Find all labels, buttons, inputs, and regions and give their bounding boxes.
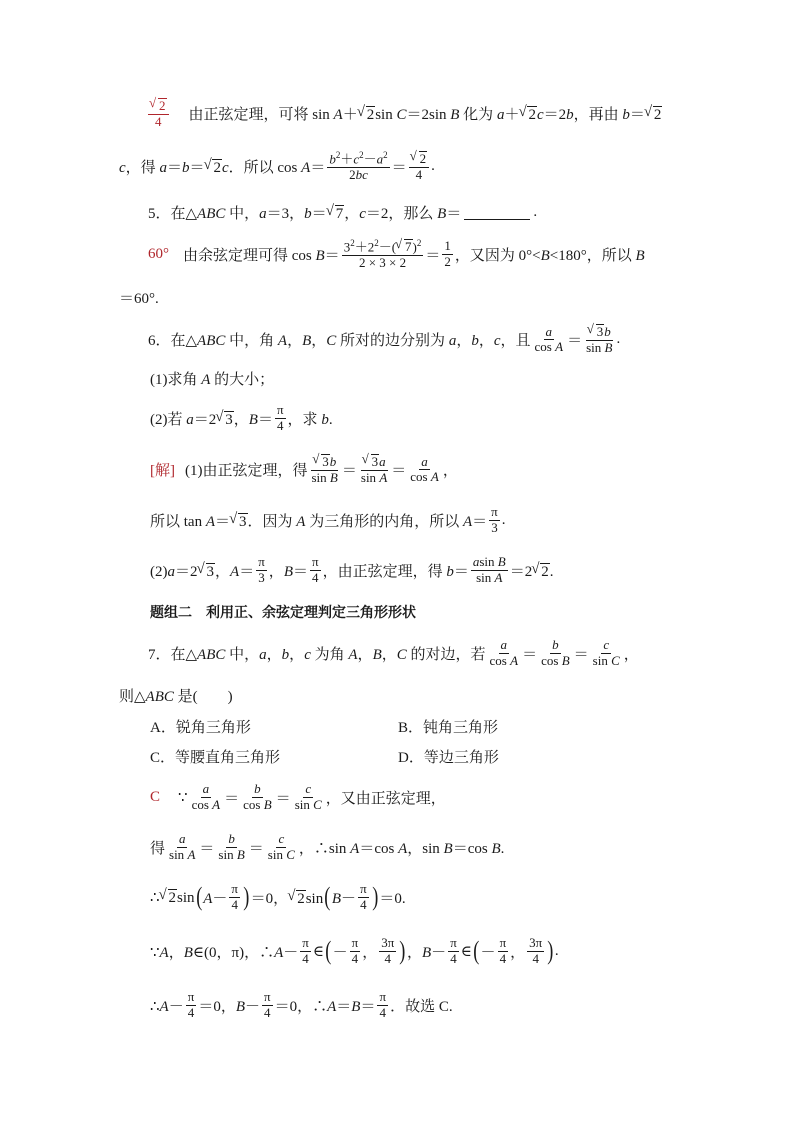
q5-solution-line2: ＝60°. bbox=[119, 291, 159, 307]
q4-solution-line1 bbox=[146, 98, 662, 130]
q7-option-c: C．等腰直角三角形 bbox=[150, 750, 281, 766]
q4-solution-text1: 由正弦定理，可将 sin A＋√ 2sin C＝2sin B 化为 a＋√ 2c＝2b，再由 b＝√ 2 bbox=[189, 103, 663, 124]
q7-question: 7．在△ABC 中，a，b，c 为角 A，B，C 的对边，若 $\frac{a}{\text{cos A}}$ ＝ $\frac{b}{\text{cos B}}$ ＝ $\frac{c}{\text{sin C}}$ ， bbox=[148, 637, 639, 668]
q5-answer: 60° bbox=[148, 246, 169, 263]
q6-question: 6．在△ABC 中，角 A，B，C 所对的边分别为 a，b，c，且 $\frac{a}{\text{cos A}}$ ＝ √ $\frac{3b}{\text{sin B}}$ . bbox=[148, 324, 620, 356]
q7-option-b: B．钝角三角形 bbox=[398, 720, 499, 736]
group2-heading: 题组二 利用正、余弦定理判定三角形形状 bbox=[150, 605, 416, 621]
q4-answer: √ $\frac{2}{4}$ bbox=[148, 98, 169, 130]
q7-solution-line4: ∵A，B∈(0，π)，∴A－ $\frac{\pi}{4}$ ∈ ( － $\frac{\pi}{4}$ ， $\frac{3\pi}{4}$ ) ，B－ $\frac{\pi}{4}$ ∈ ( － $\frac{\pi}{4}$ ， $\frac{3\pi}{4}$ ) . bbox=[150, 935, 559, 966]
q6-part2: (2)若 a＝2√ 3，B＝ $\frac{\pi}{4}$ ，求 b. bbox=[150, 403, 333, 434]
q5-question: 5．在△ABC 中，a＝3，b＝√ 7，c＝2，那么 B＝ . bbox=[148, 202, 537, 223]
q7-solution-line5: ∴A－ $\frac{\pi}{4}$ ＝0，B－ $\frac{\pi}{4}$ ＝0，∴A＝B＝ $\frac{\pi}{4}$ ．故选 C. bbox=[150, 989, 453, 1020]
q7-option-a: A．锐角三角形 bbox=[150, 720, 251, 736]
jie-label: [解] bbox=[150, 463, 175, 480]
q5-solution-line1: 60° 由余弦定理可得 cos B＝ $\frac{3^2+2^2-(√ 7)^2}{2 \times 3 \times 2}$ ＝ $\frac{1}{2}$ ，又因为 0°<B<180°，所以 B bbox=[148, 238, 645, 271]
q6-part1: (1)求角 A 的大小； bbox=[150, 372, 275, 388]
q6-solution-line2: 所以 tan A＝√ 3．因为 A 为三角形的内角，所以 A＝ $\frac{\pi}{3}$ . bbox=[150, 505, 505, 536]
q6-solution-line3: (2)a＝2√ 3，A＝ $\frac{\pi}{3}$ ，B＝ $\frac{\pi}{4}$ ，由正弦定理，得 b＝ $\frac{\text{asin B}}{\text{sin A}}$ ＝2√ 2. bbox=[150, 555, 554, 586]
q4-solution-line2: c，得 a＝b＝√ 2c．所以 cos A＝ $\frac{b^2+c^2-a^2}{2bc}$ ＝ √ $\frac{2}{4}$ . bbox=[119, 150, 435, 183]
answer-blank bbox=[464, 205, 530, 220]
q7-solution-line3: ∴√ 2sin ( A－ $\frac{\pi}{4}$ ) ＝0，√ 2sin ( B－ $\frac{\pi}{4}$ ) ＝0. bbox=[150, 882, 406, 913]
q7-solution-line2: 得 $\frac{a}{\text{sin A}}$ ＝ $\frac{b}{\text{sin B}}$ ＝ $\frac{c}{\text{sin C}}$ ，∴sin A＝cos A，sin B＝cos B. bbox=[150, 831, 505, 862]
q7-answer: C bbox=[150, 788, 161, 805]
q6-solution-line1: [解] (1)由正弦定理，得 √ $\frac{3b}{\text{sin B}}$ ＝ √ $\frac{3a}{\text{sin A}}$ ＝ $\frac{a}{\text{cos A}}$ ， bbox=[150, 454, 458, 486]
q7-solution-line1: C ∵ $\frac{a}{\text{cos A}}$ ＝ $\frac{b}{\text{cos B}}$ ＝ $\frac{c}{\text{sin C}}$ ，又由正弦定理， bbox=[150, 781, 446, 812]
q7-question-line2: 则△ABC 是( ) bbox=[119, 689, 233, 705]
q7-option-d: D．等边三角形 bbox=[398, 750, 499, 766]
